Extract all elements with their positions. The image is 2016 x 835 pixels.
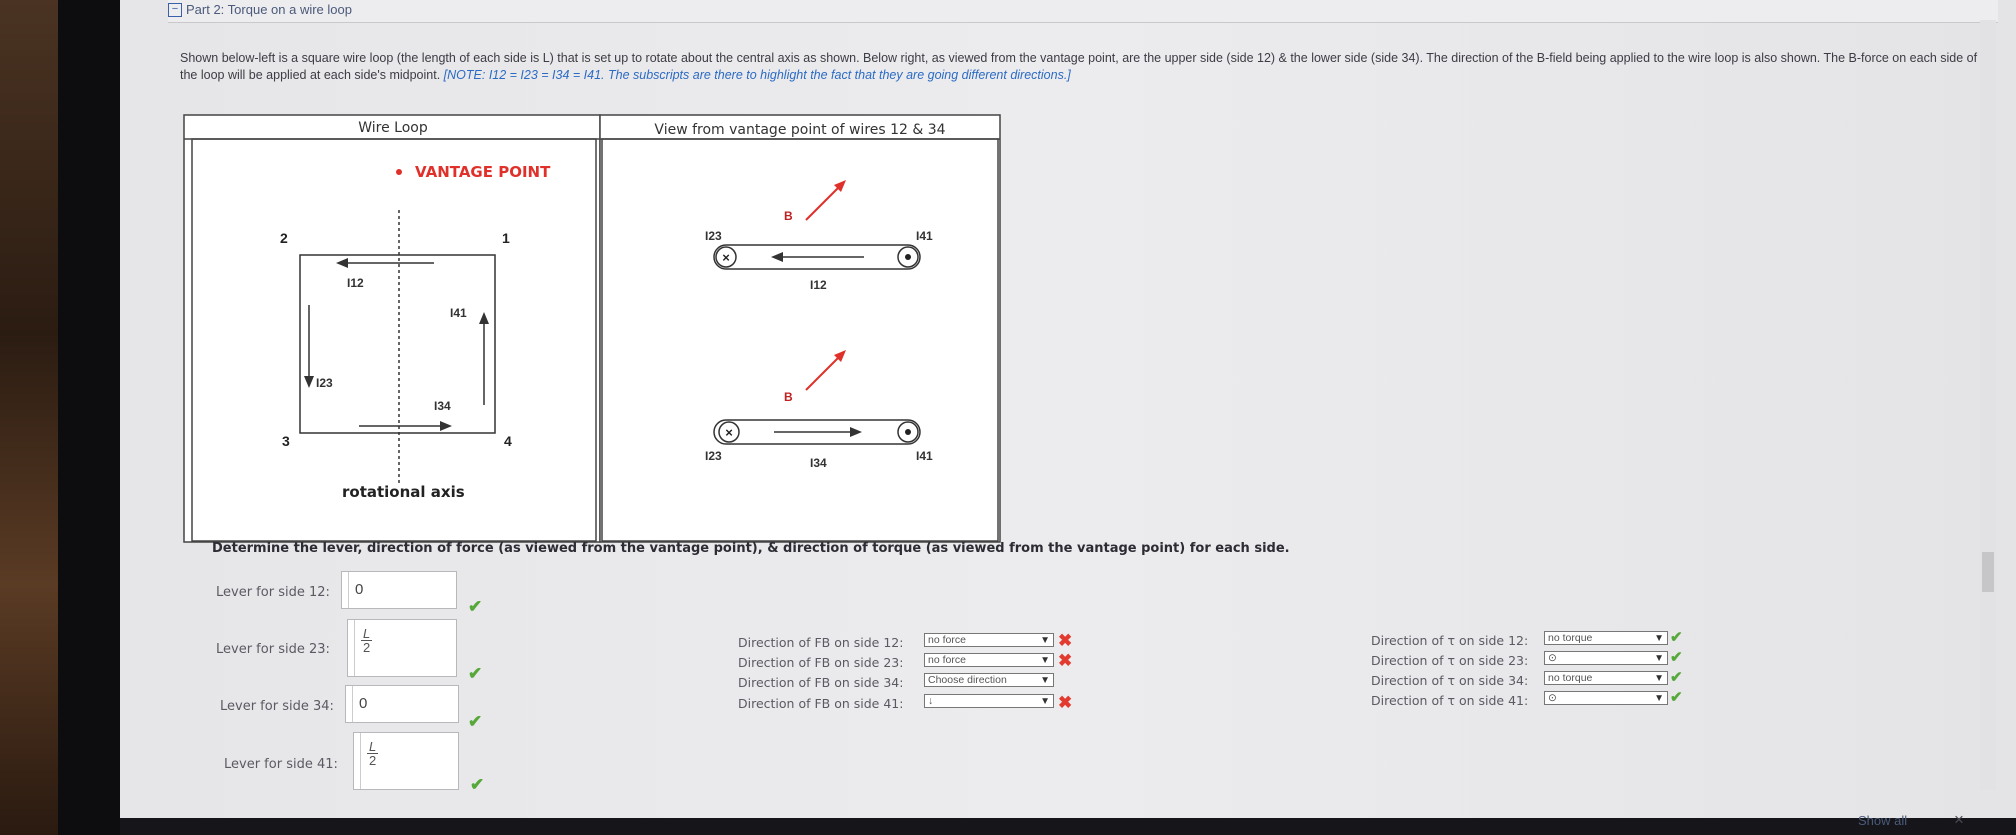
monitor-bottom-edge	[120, 815, 2016, 835]
intro-text: Shown below-left is a square wire loop (the length of each side is L) that is set up to rotate about the central axis as shown. Below right, as viewed from the vantage point, are the upper side (side 12) & the lower side (side 34). The direction of the B-field being applied to the wire loop is also shown. The B-force on each side of the loop will be applied at each side's midpoint.	[180, 51, 1978, 82]
torque-12-select[interactable]: no torque ▼	[1544, 631, 1668, 645]
svg-text:I23: I23	[705, 229, 722, 243]
svg-text:I12: I12	[347, 276, 364, 290]
torque-41-correct-icon: ✔	[1670, 689, 1683, 706]
lever-41-label: Lever for side 41:	[224, 757, 338, 772]
show-all-link[interactable]: Show all	[1858, 813, 1908, 828]
svg-text:I41: I41	[450, 306, 467, 320]
svg-text:I12: I12	[810, 278, 827, 292]
right-header: View from vantage point of wires 12 & 34	[654, 122, 946, 138]
intro-note: [NOTE: I12 = I23 = I34 = I41. The subscripts are there to highlight the fact that they are going different directions.]	[443, 68, 1071, 82]
svg-text:×: ×	[725, 425, 733, 440]
chevron-down-icon: ▼	[1040, 655, 1050, 666]
minus-square-icon[interactable]: −	[168, 3, 182, 17]
force-12-select[interactable]: no force ▼	[924, 633, 1054, 647]
lever-34-label: Lever for side 34:	[220, 699, 334, 714]
svg-text:B: B	[784, 209, 793, 223]
chevron-down-icon: ▼	[1654, 673, 1664, 684]
force-12-incorrect-icon: ✖	[1058, 631, 1073, 650]
svg-text:2: 2	[280, 230, 288, 246]
force-41-incorrect-icon: ✖	[1058, 693, 1073, 712]
svg-text:4: 4	[504, 433, 512, 449]
chevron-down-icon: ▼	[1654, 633, 1664, 644]
svg-text:I41: I41	[916, 449, 933, 463]
lever-41-input[interactable]	[353, 732, 459, 790]
svg-text:I23: I23	[316, 376, 333, 390]
svg-text:B: B	[784, 390, 793, 404]
lever-12-label: Lever for side 12:	[216, 585, 330, 600]
torque-12-label: Direction of τ on side 12:	[1371, 633, 1529, 648]
vantage-point-label: VANTAGE POINT	[415, 163, 551, 181]
svg-text:I23: I23	[705, 449, 722, 463]
svg-text:I34: I34	[810, 456, 827, 470]
chevron-down-icon: ▼	[1654, 653, 1664, 664]
torque-12-correct-icon: ✔	[1670, 629, 1683, 646]
chevron-down-icon: ▼	[1654, 693, 1664, 704]
force-23-incorrect-icon: ✖	[1058, 651, 1073, 670]
svg-text:I34: I34	[434, 399, 451, 413]
torque-23-select[interactable]: ⊙ ▼	[1544, 651, 1668, 665]
lever-34-input[interactable]: 0	[345, 685, 459, 723]
chevron-down-icon: ▼	[1040, 696, 1050, 707]
force-12-label: Direction of FB on side 12:	[738, 635, 904, 650]
force-23-label: Direction of FB on side 23:	[738, 655, 904, 670]
monitor-bezel	[58, 0, 120, 835]
torque-34-select[interactable]: no torque ▼	[1544, 671, 1668, 685]
force-23-select[interactable]: no force ▼	[924, 653, 1054, 667]
lever-41-fraction: $\frac{L}{2}$	[369, 739, 377, 768]
browser-viewport	[120, 0, 2016, 829]
torque-34-correct-icon: ✔	[1670, 669, 1683, 686]
part-title[interactable]: Part 2: Torque on a wire loop	[186, 2, 352, 17]
svg-text:3: 3	[282, 433, 290, 449]
chevron-down-icon: ▼	[1040, 635, 1050, 646]
lever-12-input[interactable]: 0	[341, 571, 457, 609]
lever-23-correct-icon: ✔	[468, 664, 483, 683]
svg-text:×: ×	[722, 250, 730, 265]
lever-34-correct-icon: ✔	[468, 712, 483, 731]
lever-41-correct-icon: ✔	[470, 775, 485, 794]
force-34-select[interactable]: Choose direction ▼	[924, 673, 1054, 687]
torque-41-select[interactable]: ⊙ ▼	[1544, 691, 1668, 705]
page-scrollbar[interactable]	[1980, 20, 1996, 790]
force-41-label: Direction of FB on side 41:	[738, 696, 904, 711]
svg-text:1: 1	[502, 230, 510, 246]
force-34-label: Direction of FB on side 34:	[738, 675, 904, 690]
left-header: Wire Loop	[358, 120, 428, 136]
force-41-select[interactable]: ↓ ▼	[924, 694, 1054, 708]
close-icon[interactable]: ×	[1954, 810, 1964, 829]
svg-text:I41: I41	[916, 229, 933, 243]
lever-12-correct-icon: ✔	[468, 597, 483, 616]
part-header	[168, 0, 1998, 23]
torque-23-correct-icon: ✔	[1670, 649, 1683, 666]
torque-23-label: Direction of τ on side 23:	[1371, 653, 1529, 668]
question-prompt: Determine the lever, direction of force (as viewed from the vantage point), & direction of torque (as viewed from the vantage point) for each side.	[212, 541, 1290, 556]
vantage-point-dot	[396, 169, 402, 175]
axis-label: rotational axis	[342, 483, 465, 501]
wire-loop-diagram	[184, 115, 1000, 542]
photo-background-left	[0, 0, 58, 835]
lever-23-label: Lever for side 23:	[216, 642, 330, 657]
lever-23-fraction: $\frac{L}{2}$	[363, 626, 371, 655]
chevron-down-icon: ▼	[1040, 675, 1050, 686]
intro-paragraph	[180, 50, 1980, 84]
torque-34-label: Direction of τ on side 34:	[1371, 673, 1529, 688]
scrollbar-thumb[interactable]	[1982, 552, 1994, 592]
lever-23-input[interactable]	[347, 619, 457, 677]
torque-41-label: Direction of τ on side 41:	[1371, 693, 1529, 708]
